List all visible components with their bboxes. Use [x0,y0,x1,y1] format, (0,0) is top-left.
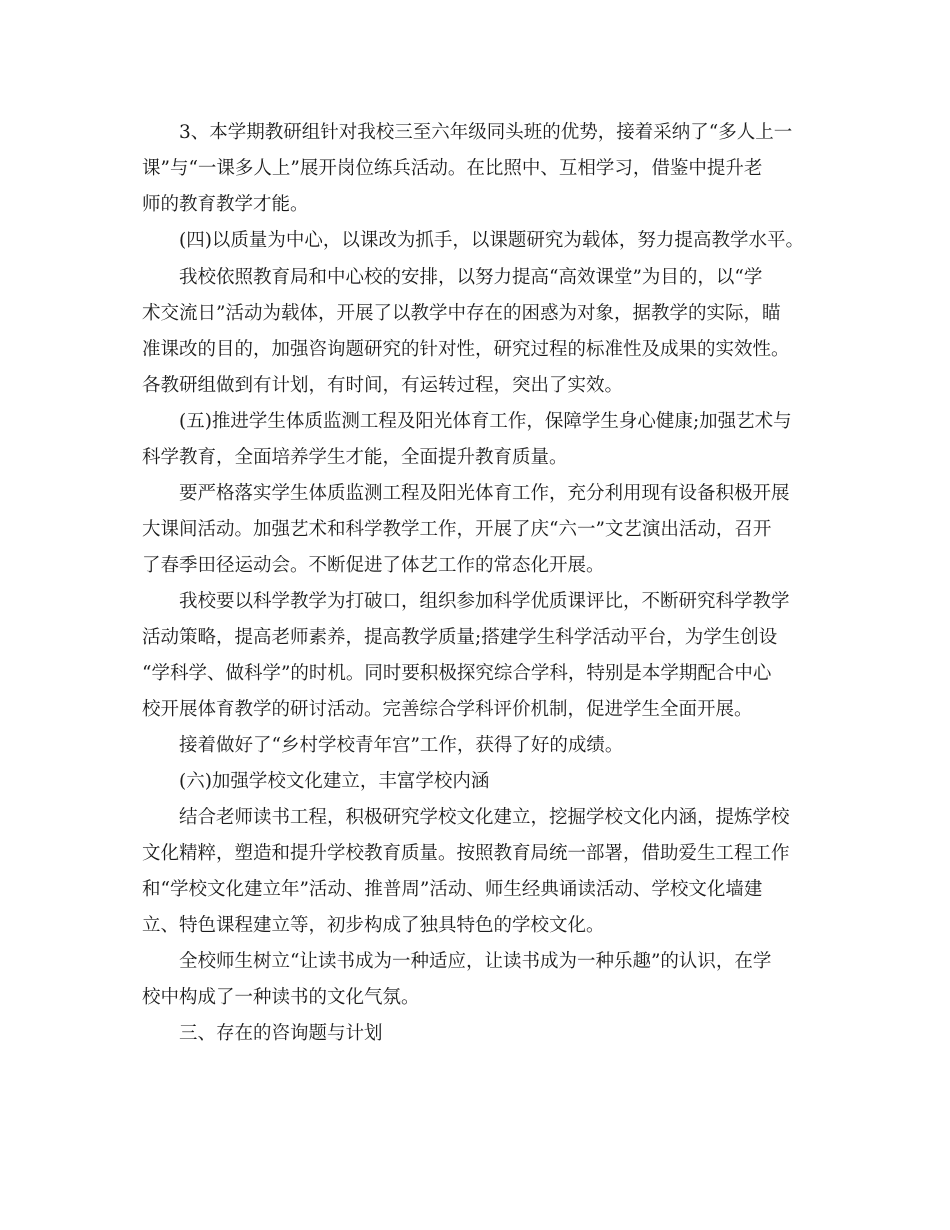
text-line: 文化精粹，塑造和提升学校教育质量。按照教育局统一部署，借助爱生工程工作 [142,843,790,864]
text-line: 3、本学期教研组针对我校三至六年级同头班的优势，接着采纳了“多人上一 [179,122,793,143]
section-heading: (五)推进学生体质监测工程及阳光体育工作，保障学生身心健康;加强艺术与 [179,411,792,432]
text-line: 要严格落实学生体质监测工程及阳光体育工作，充分利用现有设备积极开展 [179,483,790,504]
text-line: 校开展体育教学的研讨活动。完善综合学科评价机制，促进学生全面开展。 [142,699,753,720]
text-line: 师的教育教学才能。 [142,194,309,215]
text-line: 接着做好了“乡村学校青年宫”工作，获得了好的成绩。 [179,735,624,756]
text-line: 我校要以科学教学为打破口，组织参加科学优质课评比，不断研究科学教学 [179,591,790,612]
text-line: 准课改的目的，加强咨询题研究的针对性，研究过程的标准性及成果的实效性。 [142,339,790,360]
text-line: 课”与“一课多人上”展开岗位练兵活动。在比照中、互相学习，借鉴中提升老 [142,158,763,179]
text-line: 了春季田径运动会。不断促进了体艺工作的常态化开展。 [142,555,605,576]
text-line: 和“学校文化建立年”活动、推普周”活动、师生经典诵读活动、学校文化墙建 [142,879,763,900]
text-line: 立、特色课程建立等，初步构成了独具特色的学校文化。 [142,915,605,936]
section-heading: (四)以质量为中心，以课改为抓手，以课题研究为载体，努力提高教学水平。 [179,230,804,251]
text-line: 全校师生树立“让读书成为一种适应，让读书成为一种乐趣”的认识，在学 [179,951,772,972]
text-line: 校中构成了一种读书的文化气氛。 [142,987,420,1008]
section-heading: (六)加强学校文化建立，丰富学校内涵 [179,771,490,792]
text-line: 我校依照教育局和中心校的安排，以努力提高“高效课堂”为目的，以“学 [179,267,763,288]
text-line: 结合老师读书工程，积极研究学校文化建立，挖掘学校文化内涵，提炼学校 [179,807,790,828]
text-line: 大课间活动。加强艺术和科学教学工作，开展了庆“六一”文艺演出活动，召开 [142,519,772,540]
text-line: 科学教育，全面培养学生才能，全面提升教育质量。 [142,447,568,468]
text-line: 术交流日”活动为载体，开展了以教学中存在的困惑为对象，据教学的实际，瞄 [142,303,781,324]
section-heading: 三、存在的咨询题与计划 [179,1023,383,1044]
text-line: 各教研组做到有计划，有时间，有运转过程，突出了实效。 [142,375,624,396]
text-line: 活动策略，提高老师素养，提高教学质量;搭建学生科学活动平台，为学生创设 [142,627,778,648]
text-line: “学科学、做科学”的时机。同时要积极探究综合学科，特别是本学期配合中心 [142,663,772,684]
